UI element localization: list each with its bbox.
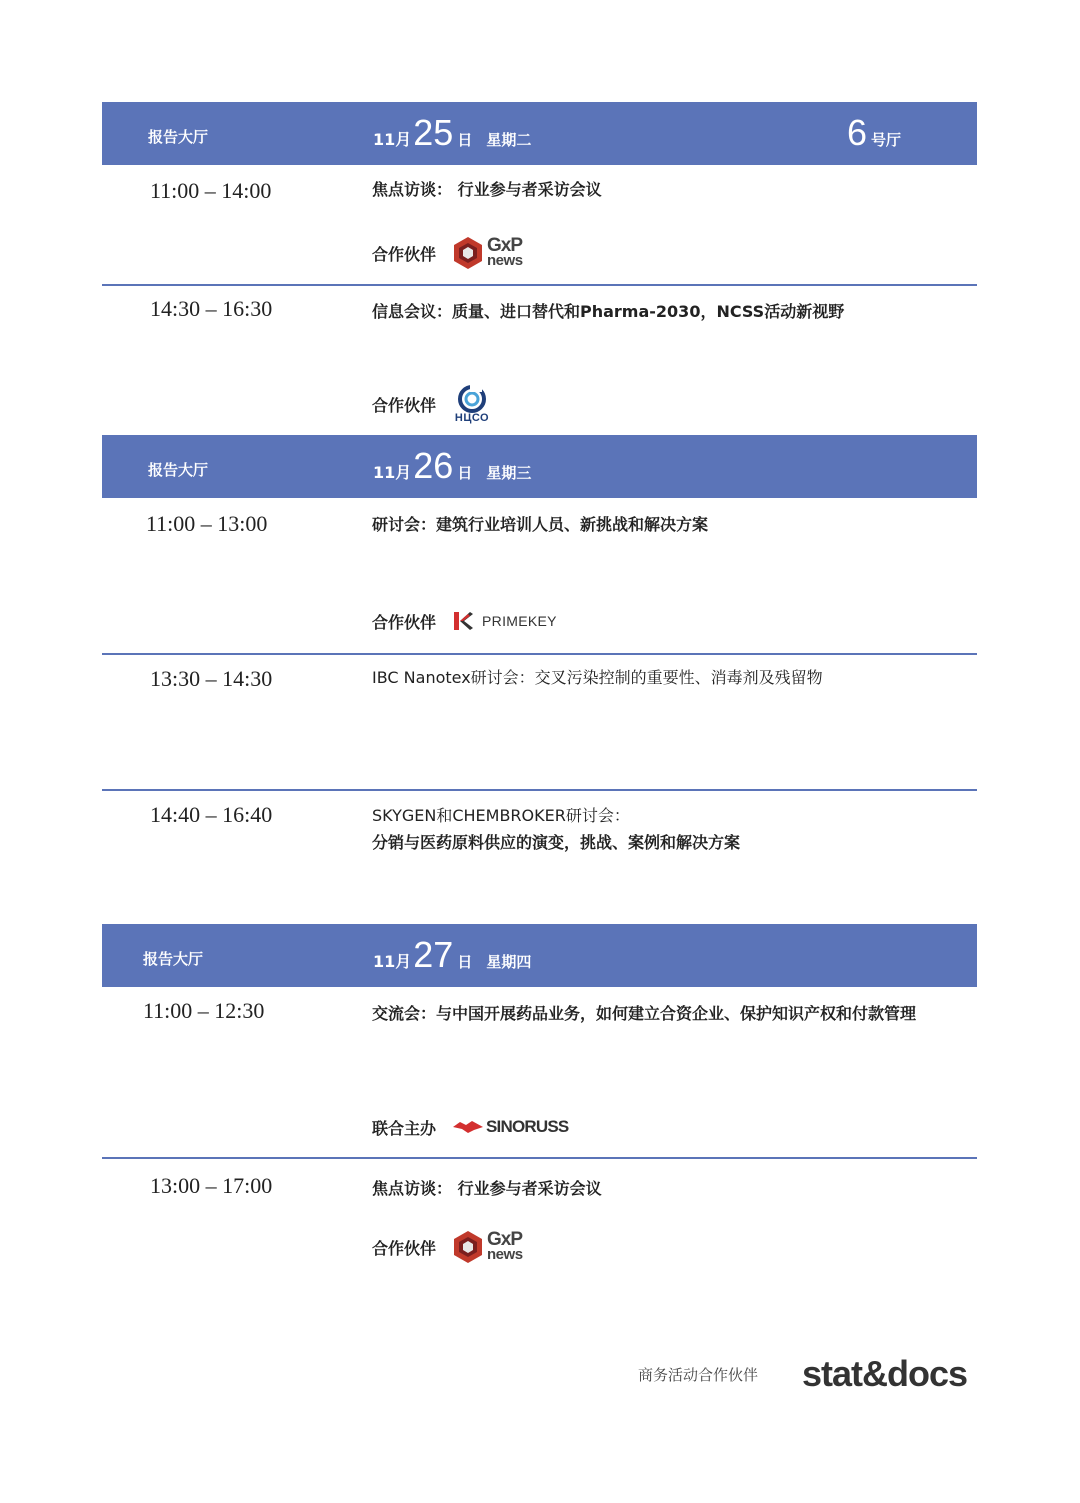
session-title: 焦点访谈： 行业参与者采访会议	[372, 1179, 602, 1198]
hall-label: 报告大厅	[148, 128, 209, 146]
footer-partner-label: 商务活动合作伙伴	[638, 1366, 759, 1384]
gxp-news-logo	[452, 236, 523, 270]
session-title: 交流会：与中国开展药品业务，如何建立合资企业、保护知识产权和付款管理	[372, 1004, 917, 1023]
session-time: 14:30 – 16:30	[150, 296, 273, 321]
session-divider	[102, 789, 977, 791]
date	[373, 112, 532, 156]
session-time: 13:30 – 14:30	[150, 666, 273, 691]
weekday: 星期三	[486, 464, 532, 482]
hall-label: 报告大厅	[143, 950, 204, 968]
session-title: IBC Nanotex研讨会：交叉污染控制的重要性、消毒剂及残留物	[372, 668, 823, 687]
stat-and-docs-logo-text: stat&docs	[802, 1353, 968, 1394]
primekey-k-icon	[452, 610, 474, 632]
session-partner	[372, 1230, 523, 1264]
session-title: 研讨会：建筑行业培训人员、新挑战和解决方案	[372, 515, 709, 534]
gxp-logo-line1: GxP	[487, 1229, 523, 1250]
session-time: 14:40 – 16:40	[150, 802, 273, 827]
gxp-logo-line1: GxP	[487, 235, 523, 256]
primekey-logo	[452, 610, 557, 632]
session-time: 11:00 – 12:30	[143, 998, 265, 1023]
day-header-nov-27	[102, 924, 977, 987]
room-number: 6	[846, 112, 867, 153]
day-header-nov-25	[102, 102, 977, 165]
day-header-nov-26	[102, 435, 977, 498]
month: 11月	[373, 463, 412, 482]
day-number: 25	[413, 112, 454, 153]
ncsd-swirl-icon	[452, 384, 492, 414]
partner-label: 合作伙伴	[372, 395, 437, 415]
stat-and-docs-logo	[800, 1338, 980, 1398]
sinoruss-logo	[452, 1117, 568, 1137]
partner-label: 合作伙伴	[372, 1238, 437, 1258]
gxp-logo-line2: news	[487, 1246, 523, 1263]
sinoruss-logo-text: SINORUSS	[486, 1117, 569, 1136]
day-suffix: 日	[457, 953, 473, 971]
month: 11月	[373, 952, 412, 971]
partner-label: 合作伙伴	[372, 612, 437, 632]
gxp-news-logo	[452, 1230, 523, 1264]
day-suffix: 日	[457, 464, 473, 482]
ncsd-logo	[452, 384, 492, 424]
session-time: 11:00 – 13:00	[146, 511, 268, 536]
gxp-hexagon-icon	[452, 236, 484, 270]
day-number: 27	[413, 934, 454, 975]
session-title: SKYGEN和CHEMBROKER研讨会：	[372, 806, 630, 825]
session-partner	[372, 1110, 568, 1144]
ncsd-logo-text: НЦСО	[454, 412, 490, 424]
session-time: 13:00 – 17:00	[150, 1173, 273, 1198]
month: 11月	[373, 130, 412, 149]
session-partner	[372, 604, 557, 638]
gxp-hexagon-icon	[452, 1230, 484, 1264]
date	[373, 934, 532, 978]
partner-label: 联合主办	[372, 1118, 437, 1138]
session-divider	[102, 1157, 977, 1159]
sinoruss-dragon-icon	[452, 1119, 484, 1135]
session-divider	[102, 284, 977, 286]
weekday: 星期二	[486, 131, 532, 149]
primekey-logo-text: PRIMEKEY	[482, 613, 557, 629]
hall-label: 报告大厅	[148, 461, 209, 479]
session-title-line2: 分销与医药原料供应的演变，挑战、案例和解决方案	[372, 833, 741, 852]
day-suffix: 日	[457, 131, 473, 149]
session-time: 11:00 – 14:00	[150, 178, 272, 203]
room-suffix: 号厅	[870, 131, 901, 149]
gxp-logo-line2: news	[487, 252, 523, 269]
partner-label: 合作伙伴	[372, 244, 437, 264]
session-title: 信息会议：质量、进口替代和Pharma-2030，NCSS活动新视野	[372, 302, 845, 321]
weekday: 星期四	[486, 953, 532, 971]
date	[373, 445, 532, 489]
day-number: 26	[413, 445, 454, 486]
session-divider	[102, 653, 977, 655]
room	[846, 112, 901, 153]
session-partner	[372, 380, 492, 428]
session-title: 焦点访谈： 行业参与者采访会议	[372, 180, 602, 199]
session-partner	[372, 236, 523, 270]
